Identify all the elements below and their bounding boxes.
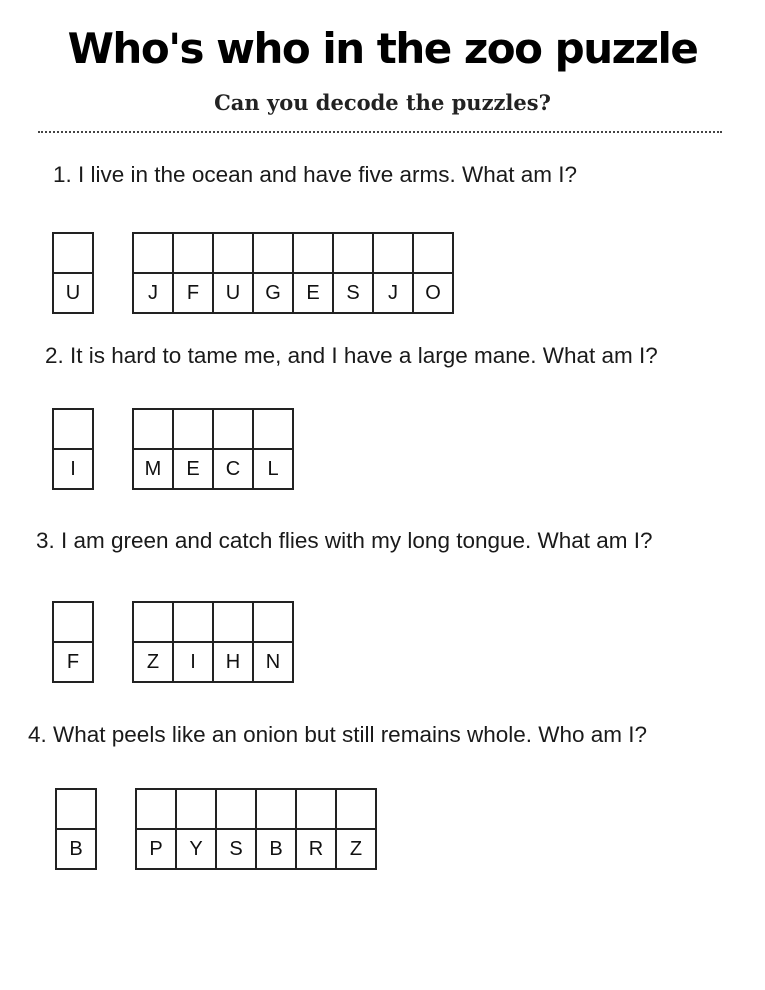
cipher-letter: I [190, 650, 196, 673]
cipher-letter: C [225, 457, 241, 480]
answer-box [54, 234, 92, 274]
cipher-letter: U [65, 281, 81, 304]
answer-box [337, 790, 375, 830]
letter-column [174, 603, 214, 681]
cipher-letter: J [388, 281, 398, 304]
letter-column [134, 410, 174, 488]
cipher-letter: N [265, 650, 281, 673]
cipher-letter: S [346, 281, 360, 304]
page-subtitle: Can you decode the puzzles? [214, 90, 551, 115]
cipher-letter: B [69, 837, 83, 860]
answer-box [214, 410, 252, 450]
answer-word-grid [52, 601, 94, 683]
letter-column [254, 234, 294, 312]
cipher-letter: S [229, 837, 243, 860]
letter-column [137, 790, 177, 868]
cipher-letter: I [70, 457, 76, 480]
letter-column [294, 234, 334, 312]
cipher-letter: Z [349, 837, 363, 860]
letter-column [174, 410, 214, 488]
answer-box [134, 603, 172, 643]
puzzle-question: 3. I am green and catch flies with my long tongue. What am I? [36, 528, 653, 553]
answer-box [134, 234, 172, 274]
cipher-letter: H [225, 650, 241, 673]
letter-column [134, 234, 174, 312]
cipher-letter: M [144, 457, 162, 480]
puzzle-question: 1. I live in the ocean and have five arms. What am I? [53, 162, 578, 187]
answer-word-grid [135, 788, 377, 870]
dotted-divider [38, 131, 722, 133]
answer-box [294, 234, 332, 274]
cipher-letter: P [149, 837, 163, 860]
letter-column [214, 410, 254, 488]
answer-word-grid [132, 408, 294, 490]
answer-box [374, 234, 412, 274]
letter-column [214, 234, 254, 312]
cipher-letter: F [66, 650, 80, 673]
answer-box [257, 790, 295, 830]
answer-word-grid [52, 232, 94, 314]
cipher-letter: G [265, 281, 281, 304]
answer-word-grid [55, 788, 97, 870]
puzzle-question: 2. It is hard to tame me, and I have a large mane. What am I? [45, 343, 658, 368]
letter-column [54, 603, 92, 681]
answer-box [214, 603, 252, 643]
answer-box [54, 603, 92, 643]
answer-box [254, 410, 292, 450]
cipher-letter: L [267, 457, 279, 480]
cipher-letter: B [269, 837, 283, 860]
cipher-letter: E [306, 281, 320, 304]
answer-box [134, 410, 172, 450]
letter-column [254, 410, 292, 488]
cipher-letter: R [308, 837, 324, 860]
letter-column [257, 790, 297, 868]
letter-column [337, 790, 375, 868]
answer-box [174, 603, 212, 643]
answer-box [137, 790, 175, 830]
letter-column [177, 790, 217, 868]
answer-box [54, 410, 92, 450]
answer-box [254, 603, 292, 643]
cipher-letter: Z [146, 650, 160, 673]
cipher-letter: J [148, 281, 158, 304]
answer-box [414, 234, 452, 274]
answer-box [217, 790, 255, 830]
letter-column [374, 234, 414, 312]
page-title: Who's who in the zoo puzzle [67, 24, 698, 73]
cipher-letter: E [186, 457, 200, 480]
answer-box [214, 234, 252, 274]
letter-column [254, 603, 292, 681]
answer-word-grid [52, 408, 94, 490]
answer-box [334, 234, 372, 274]
cipher-letter: U [225, 281, 241, 304]
answer-word-grid [132, 232, 454, 314]
answer-box [57, 790, 95, 830]
cipher-letter: Y [189, 837, 203, 860]
letter-column [174, 234, 214, 312]
answer-box [254, 234, 292, 274]
letter-column [414, 234, 452, 312]
letter-column [134, 603, 174, 681]
answer-box [297, 790, 335, 830]
letter-column [297, 790, 337, 868]
puzzle-question: 4. What peels like an onion but still remains whole. Who am I? [28, 722, 648, 747]
letter-column [54, 234, 92, 312]
answer-box [174, 234, 212, 274]
answer-box [177, 790, 215, 830]
answer-word-grid [132, 601, 294, 683]
letter-column [214, 603, 254, 681]
letter-column [334, 234, 374, 312]
letter-column [217, 790, 257, 868]
cipher-letter: F [186, 281, 200, 304]
cipher-letter: O [425, 281, 441, 304]
answer-box [174, 410, 212, 450]
letter-column [57, 790, 95, 868]
letter-column [54, 410, 92, 488]
